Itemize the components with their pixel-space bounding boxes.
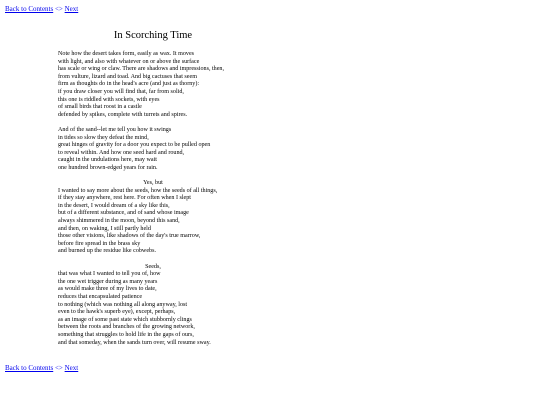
poem <box>58 30 298 355</box>
poem-line: caught in the undulations here, may wait <box>58 157 157 164</box>
poem-line: one hundred brown-edged years for rain. <box>58 164 158 171</box>
stanza-lead-line: Seeds, <box>145 263 161 270</box>
poem-line: to reveal within. And how one seed hard and round, <box>58 149 185 156</box>
next-link[interactable]: Next <box>64 5 79 13</box>
poem-line: of small birds that roost in a castle <box>58 104 142 111</box>
poem-line: the one wet trigger during as many years <box>58 278 158 285</box>
poem-line: and burned up the residue like cobwebs. <box>58 248 156 255</box>
poem-body <box>58 51 298 347</box>
poem-line: even to the hawk's superb eye), except, perhaps, <box>58 309 176 316</box>
poem-line: from vulture, lizard and toad. And big cactuses that seem <box>58 73 197 80</box>
stanza-lead-line: Yes, but <box>143 180 163 187</box>
poem-line: in the desert, I would dream of a sky like this, <box>58 202 170 209</box>
poem-line: those other visions, like shadows of the day's true marrow, <box>58 233 201 240</box>
poem-line: defended by spikes, complete with turrets and spires. <box>58 111 188 118</box>
poem-line: if they stay anywhere, rest here. For often when I slept <box>58 195 192 202</box>
nav-separator: <> <box>54 364 63 372</box>
bottom-navigation <box>5 364 78 372</box>
poem-line: always shimmered in the moon, beyond this sand, <box>58 218 180 225</box>
poem-line: but of a different substance, and of sand whose image <box>58 210 189 217</box>
poem-line: between the roots and branches of the growing network, <box>58 324 195 331</box>
poem-line: great hinges of gravity for a door you expect to be pulled open <box>58 142 211 149</box>
poem-line: if you draw closer you will find that, far from solid, <box>58 88 184 95</box>
poem-line: this one is riddled with sockets, with eyes <box>58 96 160 103</box>
poem-stanza <box>58 51 298 119</box>
poem-line: something that struggles to hold life in the gaps of ours, <box>58 331 194 338</box>
poem-line: as an image of some past state which stubbornly clings <box>58 316 192 323</box>
nav-separator: <> <box>54 5 63 13</box>
poem-stanza <box>58 264 298 348</box>
poem-line: And of the sand--let me tell you how it swings <box>58 126 172 133</box>
back-to-contents-link[interactable]: Back to Contents <box>5 364 54 372</box>
top-navigation <box>5 5 78 13</box>
poem-line: firm as thoughts do in the head's acre (and just as thorny): <box>58 81 200 88</box>
poem-line: as would make three of my lives to date, <box>58 286 157 293</box>
poem-title: In Scorching Time <box>113 30 193 41</box>
poem-stanza <box>58 127 298 173</box>
poem-line: Note how the desert takes form, easily as wax. It moves <box>58 51 195 57</box>
poem-line: in tides so slow they defeat the mind, <box>58 134 149 141</box>
poem-line: and then, on waking, I still partly held <box>58 225 151 232</box>
back-to-contents-link[interactable]: Back to Contents <box>5 5 54 13</box>
poem-line: reduces that encapsulated patience <box>58 294 143 300</box>
poem-line: with light, and also with whatever on or above the surface <box>58 58 200 65</box>
poem-line: I wanted to say more about the seeds, how the seeds of all things, <box>58 187 218 194</box>
poem-line: to nothing (which was nothing all along anyway, lost <box>58 301 188 308</box>
poem-line: that was what I wanted to tell you of, how <box>58 271 161 278</box>
poem-line: has scale or wing or claw. There are shadows and impressions, then, <box>58 66 225 73</box>
poem-stanza <box>58 180 298 256</box>
poem-line: before fire spread in the brass sky <box>58 240 141 247</box>
next-link[interactable]: Next <box>64 364 79 372</box>
poem-line: and that someday, when the sands turn over, will resume sway. <box>58 339 211 346</box>
